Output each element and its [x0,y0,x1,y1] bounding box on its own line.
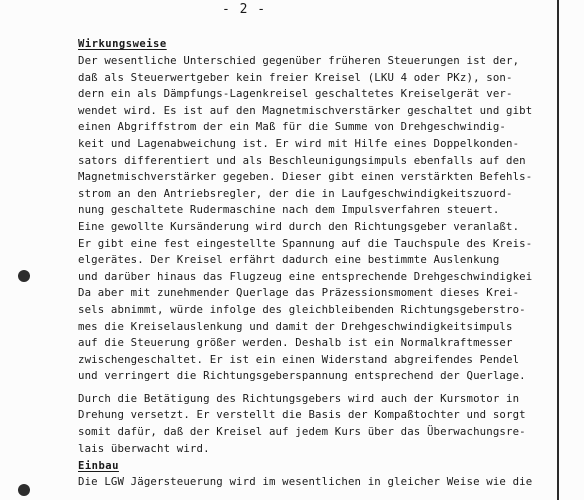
text-line: Magnetmischverstärker gegeben. Dieser gibt einen verstärkten Befehls- [78,170,533,184]
text-line: auf die Steuerung größer werden. Deshalb ist ein Normalkraftmesser [78,336,513,350]
text-line: Der wesentliche Unterschied gegenüber früheren Steuerungen ist der, [78,54,520,67]
punch-hole-lower [18,484,30,496]
text-line: strom an den Antriebsregler, der die in Laufgeschwindigkeitszuord- [78,186,513,200]
text-line: Die LGW Jägersteuerung wird im wesentlichen in gleicher Weise wie die [78,475,533,488]
body-text-einbau [78,474,556,491]
punch-hole-upper [18,270,30,282]
text-line: Eine gewollte Kursänderung wird durch den Richtungsgeber veranlaßt. [78,219,520,233]
text-line: somit dafür, daß der Kreisel auf jedem Kurs über das Überwachungsre- [78,425,526,439]
text-line: dern ein als Dämpfungs-Lagenkreisel geschaltetes Kreiselgerät ver- [78,87,513,101]
text-line: lais überwacht wird. [78,441,210,455]
text-line: mes die Kreiselauslenkung und damit der Drehgeschwindigkeitsimpuls [78,319,513,333]
right-margin-rule [557,0,559,500]
text-line: Da aber mit zunehmender Querlage das Präzessionsmoment dieses Krei- [78,286,520,300]
section-heading-einbau: Einbau [78,460,119,472]
text-line: sels abnimmt, würde infolge des gleichbleibenden Richtungsgeberstro- [78,302,526,316]
text-line: zwischengeschaltet. Er ist ein einen Widerstand abgreifendes Pendel [78,352,520,366]
text-line: und darüber hinaus das Flugzeug eine entsprechende Drehgeschwindigkei [78,269,533,283]
text-line: Er gibt eine fest eingestellte Spannung auf die Tauchspule des Kreis- [78,236,533,250]
text-line: sators differentiert und als Beschleunigungsimpuls ebenfalls auf den [78,153,526,167]
text-line: keit und Lagenabweichung ist. Er wird mit Hilfe eines Doppelkonden- [78,136,520,150]
body-text [78,53,556,457]
text-line: nung geschaltete Rudermaschine nach dem Impulsverfahren steuert. [78,203,500,217]
text-line: Drehung versetzt. Er verstellt die Basis der Kompaßtochter und sorgt [78,408,526,422]
section-heading-wirkungsweise: Wirkungsweise [78,38,167,50]
page-number: - 2 - [222,2,267,17]
text-line: und verringert die Richtungsgeberspannung entsprechend der Querlage. [78,369,526,383]
text-line: daß als Steuerwertgeber kein freier Kreisel (LKU 4 oder PKz), son- [78,70,513,84]
text-line: wendet wird. Es ist auf den Magnetmischverstärker geschaltet und gibt [78,103,533,117]
text-line: elgerätes. Der Kreisel erfährt dadurch eine bestimmte Auslenkung [78,253,500,267]
text-line: einen Abgriffstrom der ein Maß für die Summe von Drehgeschwindig- [78,120,506,134]
text-line: Durch die Betätigung des Richtungsgebers wird auch der Kursmotor in [78,391,520,405]
